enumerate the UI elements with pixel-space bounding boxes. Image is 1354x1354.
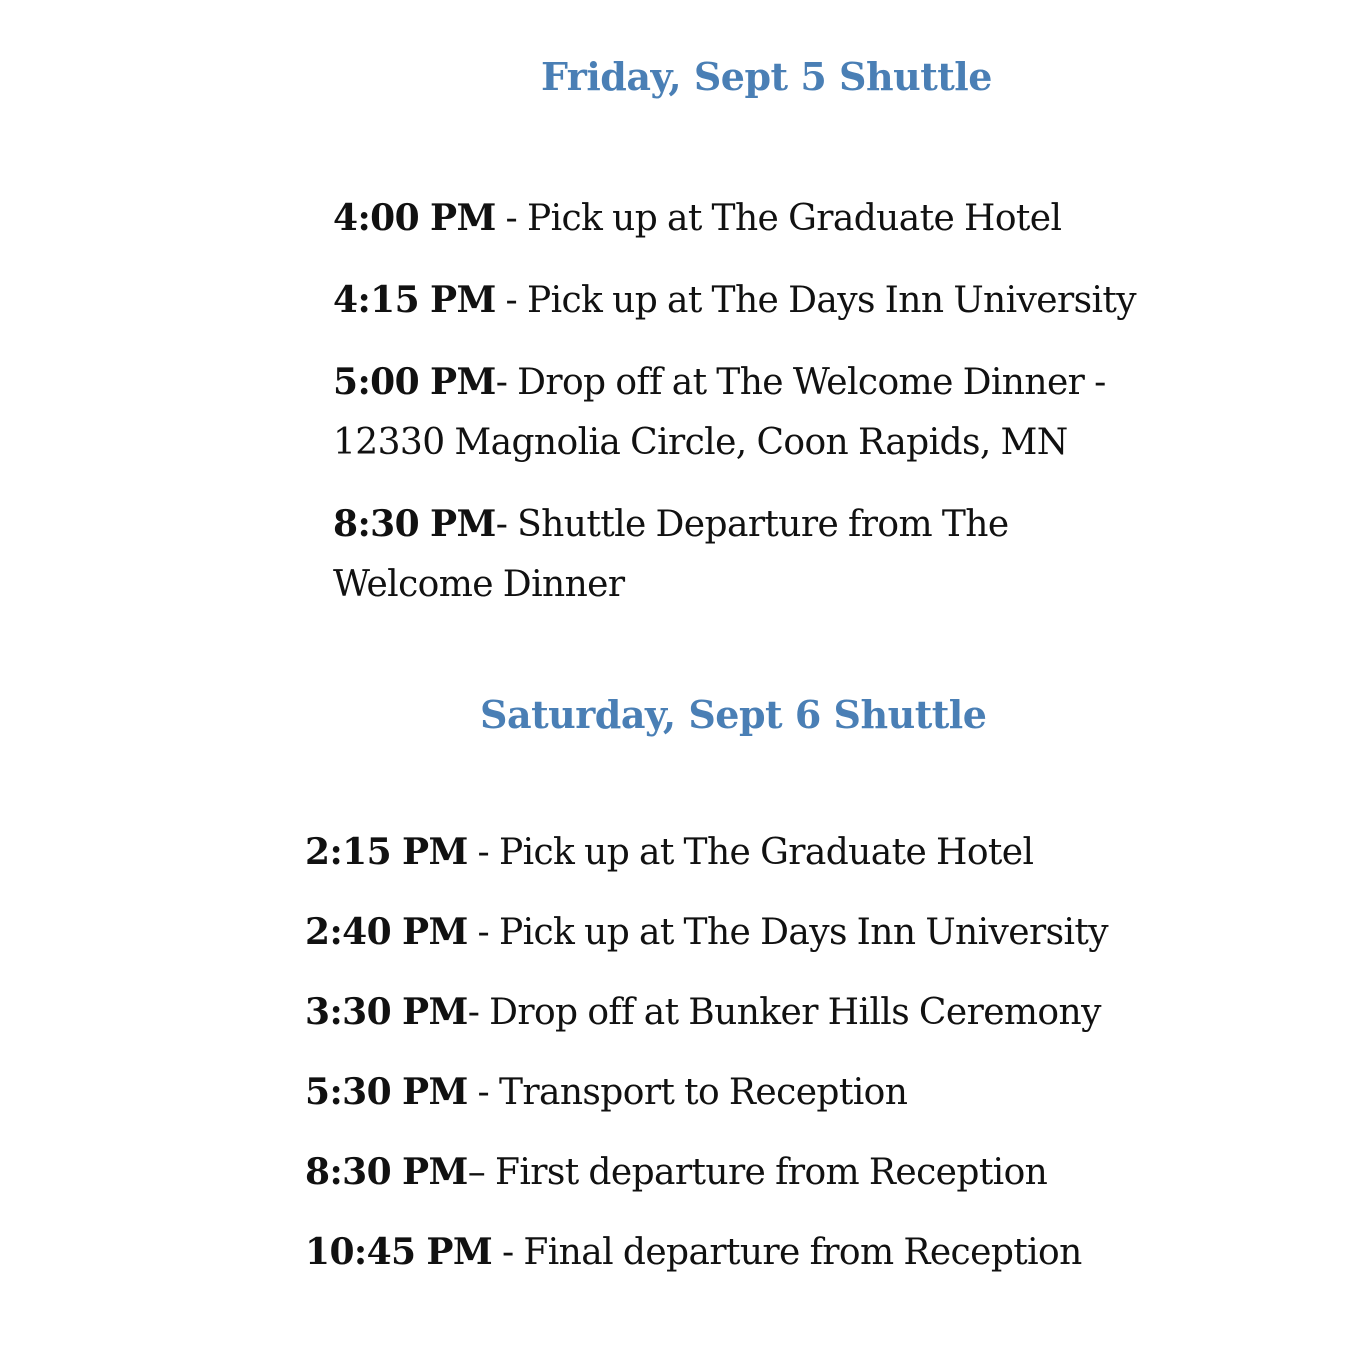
- schedule-item: [305, 902, 1205, 963]
- schedule-item: [333, 494, 1053, 615]
- schedule-description: - Pick up at The Graduate Hotel: [467, 832, 1034, 873]
- schedule-item: [305, 1222, 1205, 1283]
- schedule-description: – First departure from Reception: [467, 1152, 1048, 1193]
- schedule-description: - Transport to Reception: [467, 1072, 908, 1113]
- schedule-time: 8:30 PM: [305, 1151, 468, 1193]
- schedule-item: [333, 352, 1163, 473]
- schedule-item: [305, 822, 1205, 883]
- friday-shuttle-heading: Friday, Sept 5 Shuttle: [541, 54, 992, 99]
- schedule-time: 4:15 PM: [333, 279, 496, 321]
- schedule-time: 10:45 PM: [305, 1231, 493, 1273]
- schedule-time: 2:40 PM: [305, 911, 468, 953]
- schedule-time: 5:00 PM: [333, 361, 496, 403]
- saturday-schedule-list: [305, 822, 1205, 1302]
- schedule-time: 2:15 PM: [305, 831, 468, 873]
- schedule-item: [305, 982, 1205, 1043]
- schedule-description: - Shuttle Departure from The Welcome Dinner: [333, 504, 1009, 605]
- schedule-item: [333, 270, 1213, 331]
- friday-schedule-list: [333, 188, 1213, 636]
- schedule-item: [333, 188, 1213, 249]
- schedule-description: - Final departure from Reception: [492, 1232, 1082, 1273]
- schedule-description: - Pick up at The Graduate Hotel: [495, 198, 1062, 239]
- schedule-item: [305, 1062, 1205, 1123]
- schedule-description: - Pick up at The Days Inn University: [495, 280, 1137, 321]
- schedule-description: - Drop off at The Welcome Dinner - 12330 Magnolia Circle, Coon Rapids, MN: [333, 362, 1106, 463]
- schedule-time: 4:00 PM: [333, 197, 496, 239]
- schedule-item: [305, 1142, 1205, 1203]
- saturday-shuttle-heading: Saturday, Sept 6 Shuttle: [480, 692, 987, 737]
- schedule-time: 5:30 PM: [305, 1071, 468, 1113]
- schedule-time: 3:30 PM: [305, 991, 468, 1033]
- schedule-description: - Drop off at Bunker Hills Ceremony: [467, 992, 1101, 1033]
- schedule-description: - Pick up at The Days Inn University: [467, 912, 1109, 953]
- schedule-time: 8:30 PM: [333, 503, 496, 545]
